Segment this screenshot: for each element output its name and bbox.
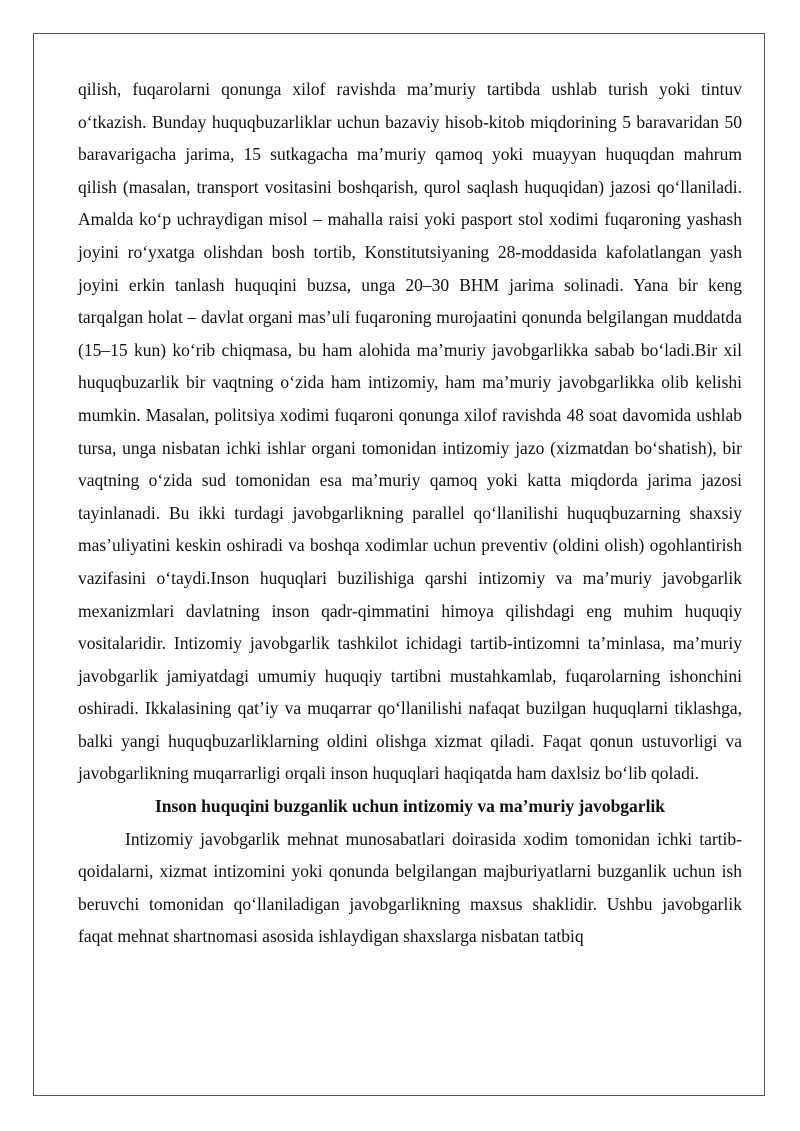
body-paragraph-2: Intizomiy javobgarlik mehnat munosabatlari doirasida xodim tomonidan ichki tartib-qoidalarni, xizmat intizomini yoki qonunda belgilangan majburiyatlarni buzganlik uchun ish beruvchi tomonidan qo‘llaniladigan javobgarlikning maxsus shaklidir. Ushbu javobgarlik faqat mehnat shartnomasi asosida ishlaydigan shaxslarga nisbatan tatbiq [78,828,742,947]
document-body [78,73,742,953]
body-paragraph-1: qilish, fuqarolarni qonunga xilof ravishda ma’muriy tartibda ushlab turish yoki tintuv o‘tkazish. Bunday huquqbuzarliklar uchun bazaviy hisob-kitob miqdorining 5 baravaridan 50 baravarigacha jarima, 15 sutkagacha ma’muriy qamoq yoki muayyan huquqdan mahrum qilish (masalan, transport vositasini boshqarish, qurol saqlash huquqidan) jazosi qo‘llaniladi. Amalda ko‘p uchraydigan misol – mahalla raisi yoki pasport stol xodimi fuqaroning yashash joyini ro‘yxatga olishdan bosh tortib, Konstitutsiyaning 28-moddasida kafolatlangan yash joyini erkin tanlash huquqini buzsa, unga 20–30 BHM jarima solinadi. Yana bir keng tarqalgan holat – davlat organi mas’uli fuqaroning murojaatini qonunda belgilangan muddatda (15–15 kun) ko‘rib chiqmasa, bu ham alohida ma’muriy javobgarlikka sabab bo‘ladi.Bir xil huquqbuzarlik bir vaqtning o‘zida ham intizomiy, ham ma’muriy javobgarlikka olib kelishi mumkin. Masalan, politsiya xodimi fuqaroni qonunga xilof ravishda 48 soat davomida ushlab tursa, unga nisbatan ichki ishlar organi tomonidan intizomiy jazo (xizmatdan bo‘shatish), bir vaqtning o‘zida sud tomonidan esa ma’muriy qamoq yoki katta miqdorda jarima jazosi tayinlanadi. Bu ikki turdagi javobgarlikning parallel qo‘llanilishi huquqbuzarning shaxsiy mas’uliyatini keskin oshiradi va boshqa xodimlar uchun preventiv (oldini olish) ogohlantirish vazifasini o‘taydi.Inson huquqlari buzilishiga qarshi intizomiy va ma’muriy javobgarlik mexanizmlari davlatning inson qadr-qimmatini himoya qilishdagi eng muhim huquqiy vositalaridir. Intizomiy javobgarlik tashkilot ichidagi tartib-intizomni ta’minlasa, ma’muriy javobgarlik jamiyatdagi umumiy huquqiy tartibni mustahkamlab, fuqarolarning ishonchini oshiradi. Ikkalasining qat’iy va muqarrar qo‘llanilishi nafaqat buzilgan huquqlarni tiklashga, balki yangi huquqbuzarliklarning oldini olishga xizmat qiladi. Faqat qonun ustuvorligi va javobgarlikning muqarrarligi orqali inson huquqlari haqiqatda ham daxlsiz bo‘lib qoladi. [78,79,742,784]
section-heading: Inson huquqini buzganlik uchun intizomiy va ma’muriy javobgarlik [154,796,666,817]
